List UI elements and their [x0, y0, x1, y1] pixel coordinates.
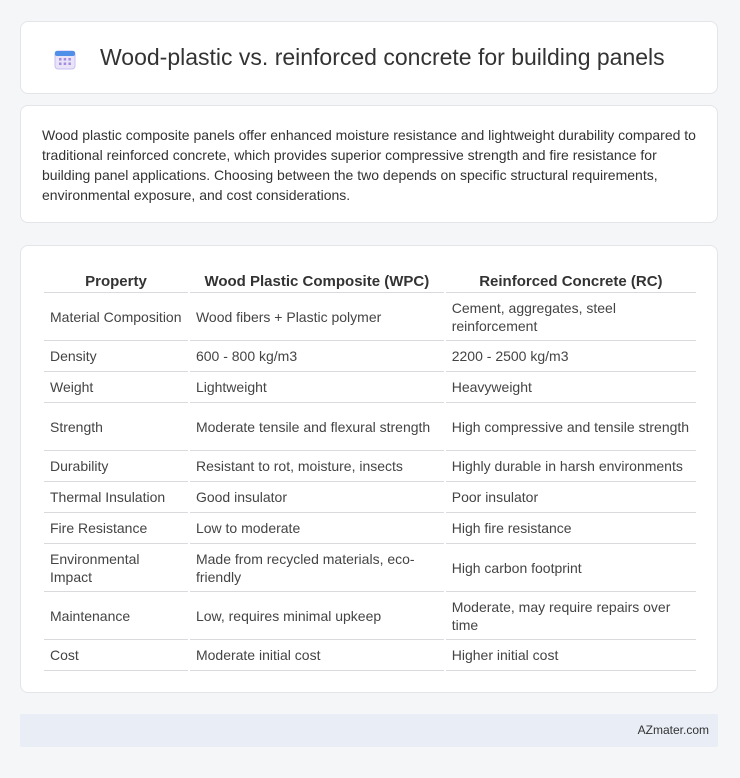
table-header-row — [44, 263, 696, 293]
table-cell: Cost — [44, 640, 188, 671]
table-row — [44, 544, 696, 592]
table-cell: Heavyweight — [446, 372, 696, 403]
header-card — [20, 21, 718, 94]
table-row — [44, 640, 696, 671]
table-cell: Lightweight — [190, 372, 444, 403]
table-cell: Environmental Impact — [44, 544, 188, 592]
comparison-card — [20, 245, 718, 693]
table-cell: High fire resistance — [446, 513, 696, 544]
table-cell: Strength — [44, 403, 188, 451]
table-cell: Poor insulator — [446, 482, 696, 513]
table-row — [44, 372, 696, 403]
table-row — [44, 592, 696, 640]
table-cell: Highly durable in harsh environments — [446, 451, 696, 482]
table-cell: Thermal Insulation — [44, 482, 188, 513]
table-row — [44, 403, 696, 451]
table-cell: High compressive and tensile strength — [446, 403, 696, 451]
table-cell: Higher initial cost — [446, 640, 696, 671]
footer-brand-link[interactable]: AZmater.com — [637, 723, 709, 737]
table-cell: 2200 - 2500 kg/m3 — [446, 341, 696, 372]
table-cell: Resistant to rot, moisture, insects — [190, 451, 444, 482]
table-cell: Wood fibers + Plastic polymer — [190, 293, 444, 341]
table-row — [44, 451, 696, 482]
table-row — [44, 341, 696, 372]
table-cell: Durability — [44, 451, 188, 482]
table-cell: High carbon footprint — [446, 544, 696, 592]
table-cell: Good insulator — [190, 482, 444, 513]
table-cell: Weight — [44, 372, 188, 403]
footer-bar — [20, 714, 718, 747]
table-cell: Moderate, may require repairs over time — [446, 592, 696, 640]
table-cell: Density — [44, 341, 188, 372]
column-header-wpc: Wood Plastic Composite (WPC) — [190, 263, 444, 293]
column-header-rc: Reinforced Concrete (RC) — [446, 263, 696, 293]
comparison-table — [42, 263, 698, 671]
page-title: Wood-plastic vs. reinforced concrete for building panels — [100, 44, 665, 70]
table-row — [44, 513, 696, 544]
table-cell: Low, requires minimal upkeep — [190, 592, 444, 640]
table-row — [44, 482, 696, 513]
table-row — [44, 293, 696, 341]
table-cell: Moderate tensile and flexural strength — [190, 403, 444, 451]
table-cell: 600 - 800 kg/m3 — [190, 341, 444, 372]
table-cell: Made from recycled materials, eco-friendly — [190, 544, 444, 592]
calendar-icon — [54, 48, 76, 70]
intro-text: Wood plastic composite panels offer enhanced moisture resistance and lightweight durability compared to traditional reinforced concrete, which provides superior compressive strength and fire resistance for building panel applications. Choosing between the two depends on specific structural requirements, environmental exposure, and cost considerations. — [42, 127, 696, 203]
table-cell: Low to moderate — [190, 513, 444, 544]
column-header-property: Property — [44, 263, 188, 293]
table-cell: Fire Resistance — [44, 513, 188, 544]
table-cell: Cement, aggregates, steel reinforcement — [446, 293, 696, 341]
table-cell: Maintenance — [44, 592, 188, 640]
table-cell: Material Composition — [44, 293, 188, 341]
intro-card — [20, 105, 718, 223]
table-cell: Moderate initial cost — [190, 640, 444, 671]
